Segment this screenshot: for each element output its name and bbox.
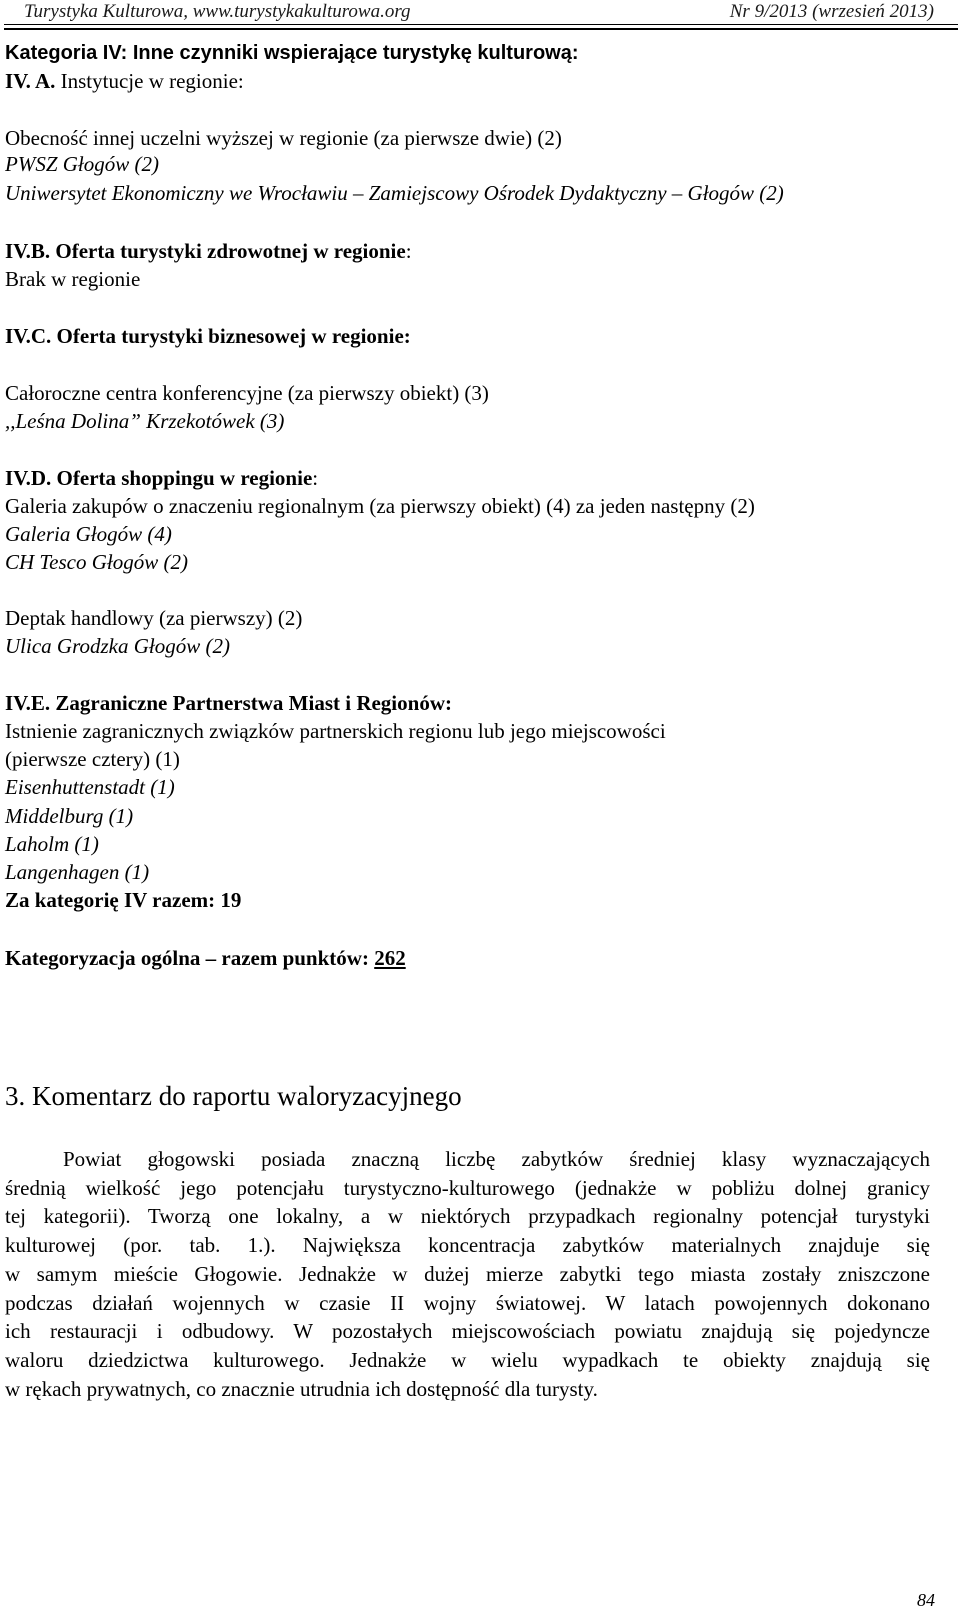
paragraph-line: ich restauracji i odbudowy. W pozostałych miejscowościach powiatu znajdują się pojedyncze [5, 1319, 930, 1343]
issue-number: Nr 9/2013 (wrzesień 2013) [729, 1, 934, 22]
section-c-criterion: Całoroczne centra konferencyjne (za pierwszy obiekt) (3) [5, 381, 489, 405]
section-e-item: Laholm (1) [5, 832, 99, 856]
section-c-heading: IV.C. Oferta turystyki biznesowej w regionie: [5, 324, 411, 348]
category-total: Za kategorię IV razem: 19 [5, 888, 242, 912]
paragraph-line: kulturowej (por. tab. 1.). Największa koncentracja zabytków materialnych znajduje się [5, 1233, 930, 1257]
section-a-title: Instytucje w regionie: [60, 69, 244, 93]
section-b-value: Brak w regionie [5, 267, 141, 291]
overall-label: Kategoryzacja ogólna – razem punktów: [5, 946, 375, 970]
section-e-item: Middelburg (1) [5, 804, 134, 828]
section-b-title: IV.B. Oferta turystyki zdrowotnej w regionie [5, 239, 406, 263]
section-d-item: Galeria Głogów (4) [5, 522, 172, 546]
section-d-colon: : [312, 466, 319, 490]
section-e-criterion: (pierwsze cztery) (1) [5, 747, 180, 771]
header-rule-thick [4, 28, 958, 30]
section-e-item: Eisenhuttenstadt (1) [5, 775, 175, 799]
section-title: 3. Komentarz do raportu waloryzacyjnego [5, 1081, 462, 1111]
page-number: 84 [917, 1590, 935, 1610]
section-a-item: Uniwersytet Ekonomiczny we Wrocławiu – Zamiejscowy Ośrodek Dydaktyczny – Głogów (2) [5, 181, 784, 205]
paragraph-line: w rękach prywatnych, co znacznie utrudnia ich dostępność dla turysty. [5, 1377, 598, 1401]
section-a-label: IV. A. [5, 69, 61, 93]
category-title: Kategoria IV: Inne czynniki wspierające turystykę kulturową: [5, 42, 579, 64]
section-d-item: CH Tesco Głogów (2) [5, 550, 188, 574]
overall-total [5, 945, 406, 971]
paragraph-line: tej kategorii). Tworzą one lokalny, a w niektórych przypadkach regionalny potencjał turystyki [5, 1204, 930, 1228]
paragraph-line: średnią wielkość jego potencjału turystyczno-kulturowego (jednakże w pobliżu dolnej granicy [5, 1176, 930, 1200]
section-d-title: IV.D. Oferta shoppingu w regionie [5, 466, 313, 490]
paragraph-line: Powiat głogowski posiada znaczną liczbę zabytków średniej klasy wyznaczających [63, 1147, 930, 1171]
section-d-criterion: Galeria zakupów o znaczeniu regionalnym (za pierwszy obiekt) (4) za jeden następny (2) [5, 494, 755, 518]
section-d-heading [5, 465, 318, 491]
overall-value: 262 [374, 946, 406, 970]
paragraph-line: podczas działań wojennych w czasie II wojny światowej. W latach powojennych dokonano [5, 1291, 930, 1315]
journal-title: Turystyka Kulturowa, www.turystykakulturowa.org [24, 1, 411, 22]
section-a-item: PWSZ Głogów (2) [5, 152, 159, 176]
section-e-criterion: Istnienie zagranicznych związków partnerskich regionu lub jego miejscowości [5, 719, 666, 743]
section-c-item: ,,Leśna Dolina” Krzekotówek (3) [5, 409, 285, 433]
section-d-criterion: Deptak handlowy (za pierwszy) (2) [5, 606, 303, 630]
section-a-criterion: Obecność innej uczelni wyższej w regionie (za pierwsze dwie) (2) [5, 126, 562, 150]
section-d-item: Ulica Grodzka Głogów (2) [5, 634, 230, 658]
section-b-colon: : [405, 239, 412, 263]
paragraph-line: waloru dziedzictwa kulturowego. Jednakże w wielu wypadkach te obiekty znajdują się [5, 1348, 930, 1372]
header-rule-thin [4, 24, 958, 25]
running-header [0, 0, 960, 24]
section-a-heading [5, 68, 244, 94]
section-e-heading: IV.E. Zagraniczne Partnerstwa Miast i Regionów: [5, 691, 452, 715]
section-b-heading [5, 238, 412, 264]
section-e-item: Langenhagen (1) [5, 860, 150, 884]
paragraph-line: w samym mieście Głogowie. Jednakże w dużej mierze zabytki tego miasta zostały zniszczone [5, 1262, 930, 1286]
